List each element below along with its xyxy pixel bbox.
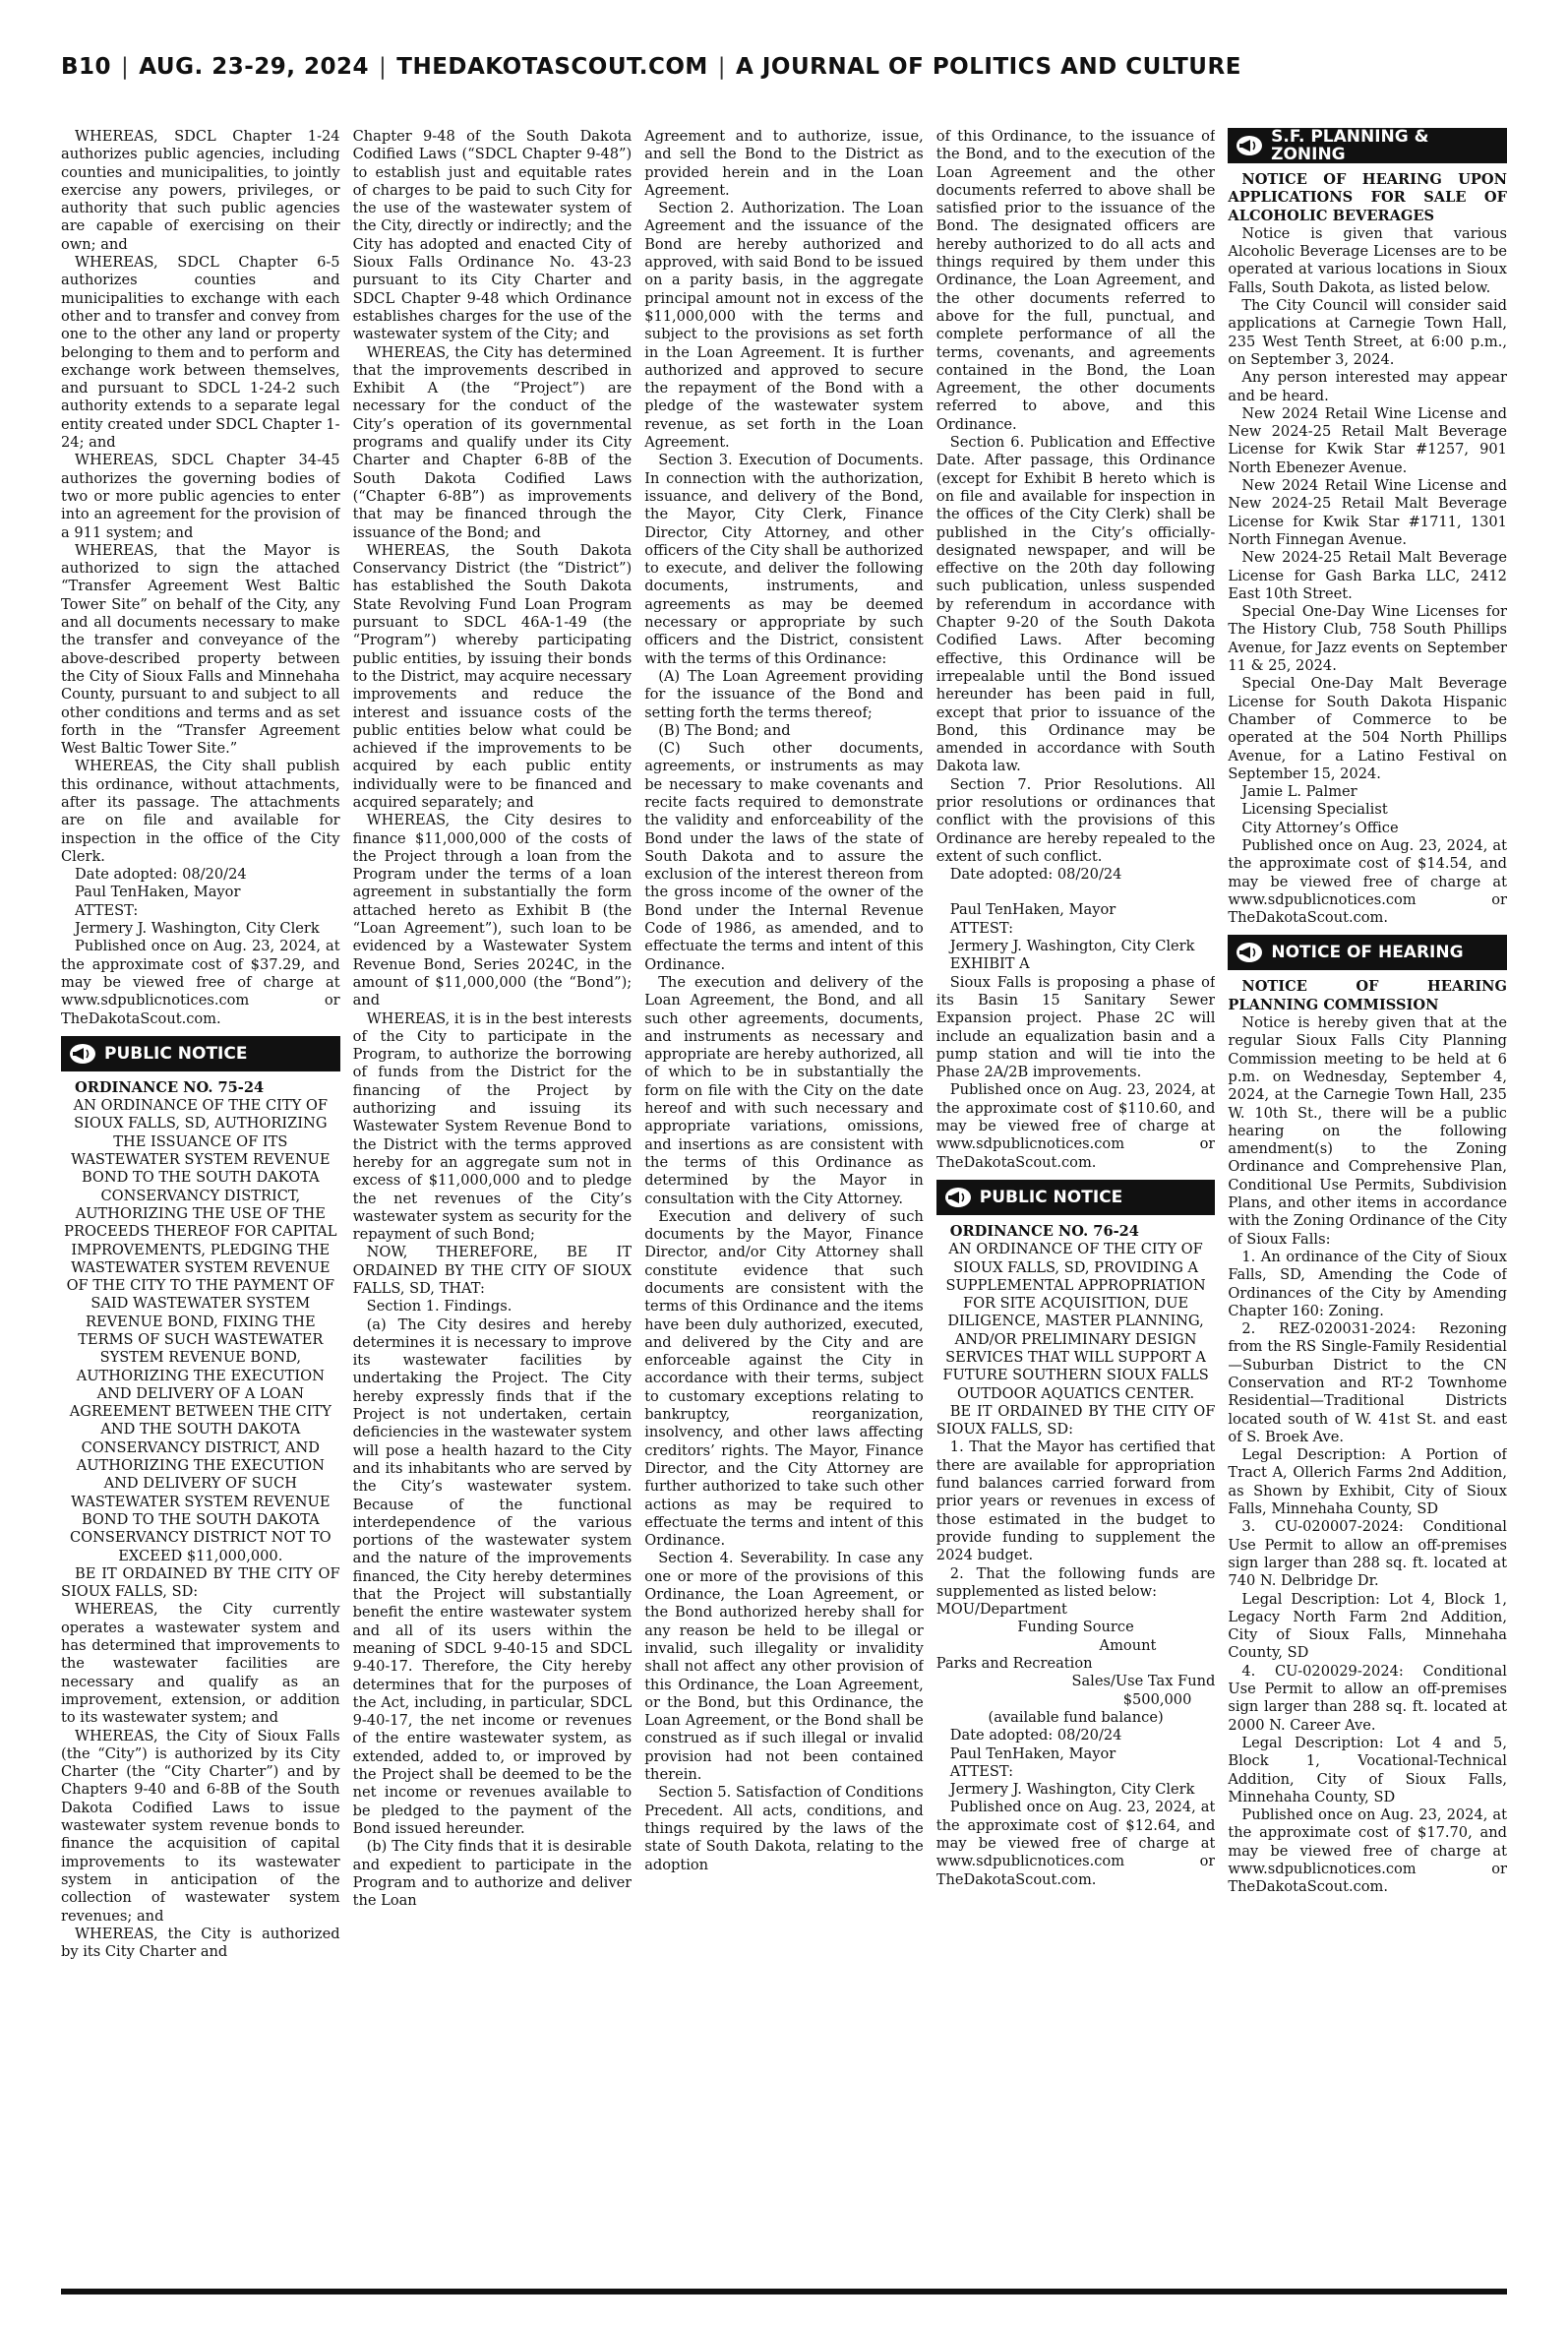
paragraph: Chapter 9-48 of the South Dakota Codified Laws (“SDCL Chapter 9-48”) to establish just and equitable rates of charges to be paid to such City for the use of the wastewater system of the City, directly or indirectly; and the City has adopted and enacted City of Sioux Falls Ordinance No. 43-23 pursuant to its City Charter and SDCL Chapter 9-48 which Ordinance establishes charges for the use of the wastewater system of the City; and: [352, 128, 633, 343]
notice-heading: NOTICE OF HEARING PLANNING COMMISSION: [1228, 978, 1507, 1013]
paragraph: BE IT ORDAINED BY THE CITY OF SIOUX FALLS, SD:: [935, 1402, 1216, 1438]
table-cell: $500,000: [1122, 1690, 1192, 1708]
paragraph: Legal Description: A Portion of Tract A, Ollerich Farms 2nd Addition, as Shown by Exhibit, City of Sioux Falls, Minnehaha County, SD: [1228, 1446, 1507, 1518]
paragraph: 4. CU-020029-2024: Conditional Use Permit to allow an off-premises sign larger than 288 sq. ft. located at 2000 N. Career Ave.: [1228, 1662, 1507, 1734]
paragraph: Date adopted: 08/20/24: [949, 866, 1122, 884]
paragraph: Published once on Aug. 23, 2024, at the approximate cost of $17.70, and may be viewed free of charge at www.sdpublicnotices.com or TheDakotaScout.com.: [1228, 1806, 1507, 1896]
column-2: [353, 128, 633, 2289]
paragraph: WHEREAS, the City currently operates a wastewater system and has determined that improvements to the wastewater facilities are necessary and qualify as an improvement, extension, or addition to its wastewater system; and: [61, 1601, 340, 1727]
paragraph: WHEREAS, the City of Sioux Falls (the “City”) is authorized by its City Charter (the “City Charter”) and by Chapters 9-40 and 6-8B of the South Dakota Codified Laws to issue wastewater system revenue bonds to finance the acquisition of capital improvements to its wastewater system in anticipation of the collection of wastewater system revenues; and: [61, 1727, 340, 1925]
paragraph: Section 3. Execution of Documents. In connection with the authorization, issuance, and delivery of the Bond, the Mayor, City Clerk, Finance Director, City Attorney, and other officers of the City shall be authorized to execute, and deliver the following documents, instruments, and agreements as may be deemed necessary or appropriate by such officers and the District, consistent with the terms of this Ordinance:: [644, 452, 924, 667]
paragraph: 1. An ordinance of the City of Sioux Falls, SD, Amending the Code of Ordinances of the City by Amending Chapter 160: Zoning.: [1228, 1248, 1507, 1319]
paragraph: New 2024 Retail Wine License and New 2024-25 Retail Malt Beverage License for Kwik Star #1711, 1301 North Finnegan Avenue.: [1228, 477, 1507, 548]
ordinance-title: AN ORDINANCE OF THE CITY OF SIOUX FALLS, SD, AUTHORIZING THE ISSUANCE OF ITS WASTEWATER SYSTEM REVENUE BOND TO THE SOUTH DAKOTA CONSERVANCY DISTRICT, AUTHORIZING THE USE OF THE PROCEEDS THEREOF FOR CAPITAL IMPROVEMENTS, PLEDGING THE WASTEWATER SYSTEM REVENUE OF THE CITY TO THE PAYMENT OF SAID WASTEWATER SYSTEM REVENUE BOND, FIXING THE TERMS OF SUCH WASTEWATER SYSTEM REVENUE BOND, AUTHORIZING THE EXECUTION AND DELIVERY OF A LOAN AGREEMENT BETWEEN THE CITY AND THE SOUTH DAKOTA CONSERVANCY DISTRICT, AND AUTHORIZING THE EXECUTION AND DELIVERY OF SUCH WASTEWATER SYSTEM REVENUE BOND TO THE SOUTH DAKOTA CONSERVANCY DISTRICT NOT TO EXCEED $11,000,000.: [64, 1097, 337, 1564]
paragraph: Jermery J. Washington, City Clerk: [949, 1781, 1195, 1799]
paragraph: (A) The Loan Agreement providing for the issuance of the Bond and setting forth the terms thereof;: [644, 667, 924, 721]
paragraph: Agreement and to authorize, issue, and sell the Bond to the District as provided herein and in the Loan Agreement.: [644, 128, 924, 199]
bottom-rule: [61, 2289, 1507, 2294]
paragraph: Section 4. Severability. In case any one or more of the provisions of this Ordinance, the Loan Agreement, or the Bond authorized hereby shall for any reason be held to be illegal or invalid, such illegality or invalidity shall not affect any other provision of this Ordinance, the Loan Agreement, or the Bond, but this Ordinance, the Loan Agreement, or the Bond shall be construed as if such illegal or invalid provision had not been contained therein.: [644, 1550, 924, 1784]
paragraph: WHEREAS, SDCL Chapter 1-24 authorizes public agencies, including counties and municipalities, to jointly exercise any powers, privileges, or authority that such public agencies are capable of exercising on their own; and: [61, 128, 340, 253]
table-cell: Parks and Recreation: [935, 1655, 1093, 1673]
paragraph: Section 5. Satisfaction of Conditions Precedent. All acts, conditions, and things required by the laws of the state of South Dakota, relating to the adoption: [644, 1784, 924, 1873]
paragraph: The City Council will consider said applications at Carnegie Town Hall, 235 West Tenth Street, at 6:00 p.m., on September 3, 2024.: [1228, 297, 1507, 368]
column-5: [1228, 128, 1507, 2289]
table-cell: Amount: [1099, 1636, 1157, 1654]
paragraph: Section 2. Authorization. The Loan Agreement and the issuance of the Bond are hereby authorized and approved, with said Bond to be issued on a parity basis, in the aggregate principal amount not in excess of the $11,000,000 with the terms and subject to the provisions as set forth in the Loan Agreement. It is further authorized and approved to secure the repayment of the Bond with a pledge of the wastewater system revenue, as set forth in the Loan Agreement.: [644, 200, 924, 452]
paragraph: Execution and delivery of such documents by the Mayor, Finance Director, and/or City Attorney shall constitute evidence that such documents are consistent with the terms of this Ordinance and the items have been duly authorized, executed, and delivered by the City and are enforceable against the City in accordance with their terms, subject to customary exceptions relating to bankruptcy, reorganization, insolvency, and other laws affecting creditors’ rights. The Mayor, Finance Director, and the City Attorney are further authorized to take such other actions as may be required to effectuate the terms and intent of this Ordinance.: [644, 1207, 924, 1550]
section-banner: [61, 1036, 340, 1071]
paragraph: Special One-Day Wine Licenses for The History Club, 758 South Phillips Avenue, for Jazz events on September 11 & 25, 2024.: [1228, 603, 1507, 675]
issue-date: AUG. 23-29, 2024: [139, 54, 370, 80]
ordinance-heading: ORDINANCE NO. 76-24: [949, 1222, 1139, 1240]
paragraph: (B) The Bond; and: [658, 721, 791, 739]
banner-label: PUBLIC NOTICE: [979, 1187, 1123, 1207]
paragraph: BE IT ORDAINED BY THE CITY OF SIOUX FALLS, SD:: [61, 1564, 340, 1601]
paragraph: 2. REZ-020031-2024: Rezoning from the RS Single-Family Residential—Suburban District to the CN Conservation and RT-2 Townhome Residential—Traditional Districts located south of W. 41st St. and east of S. Broek Ave.: [1228, 1320, 1507, 1445]
paragraph: Paul TenHaken, Mayor: [949, 1744, 1116, 1762]
site-name: THEDAKOTASCOUT.COM: [396, 54, 708, 80]
column-1: [61, 128, 340, 2289]
megaphone-icon: [1234, 132, 1265, 159]
paragraph: WHEREAS, SDCL Chapter 6-5 authorizes counties and municipalities to exchange with each other and to transfer and convey from one to the other any land or property belonging to them and to perform and exchange work between themselves, and pursuant to SDCL 1-24-2 such authority extends to a separate legal entity created under SDCL Chapter 1-24; and: [61, 254, 340, 452]
paragraph: Published once on Aug. 23, 2024, at the approximate cost of $12.64, and may be viewed free of charge at www.sdpublicnotices.com or TheDakotaScout.com.: [935, 1799, 1216, 1888]
paragraph: WHEREAS, the City is authorized by its City Charter and: [61, 1925, 340, 1961]
tagline: A JOURNAL OF POLITICS AND CULTURE: [736, 54, 1241, 80]
paragraph: Published once on Aug. 23, 2024, at the approximate cost of $110.60, and may be viewed free of charge at www.sdpublicnotices.com or TheDakotaScout.com.: [935, 1081, 1216, 1171]
paragraph: Legal Description: Lot 4, Block 1, Legacy North Farm 2nd Addition, City of Sioux Falls, Minnehaha County, SD: [1228, 1590, 1507, 1662]
paragraph: Section 7. Prior Resolutions. All prior resolutions or ordinances that conflict with the provisions of this Ordinance are hereby repealed to the extent of such conflict.: [935, 775, 1216, 865]
table-cell: (available fund balance): [988, 1708, 1164, 1726]
paragraph: Legal Description: Lot 4 and 5, Block 1, Vocational-Technical Addition, City of Sioux Falls, Minnehaha County, SD: [1228, 1734, 1507, 1805]
paragraph: The execution and delivery of the Loan Agreement, the Bond, and all such other agreements, documents, and instruments as necessary and appropriate are hereby authorized, all of which to be in substantially the form on file with the City on the date hereof and with such necessary and appropriate variations, omissions, and insertions as are consistent with the terms of this Ordinance as determined by the Mayor in consultation with the City Attorney.: [644, 973, 924, 1207]
banner-label: PUBLIC NOTICE: [104, 1043, 248, 1064]
paragraph: Date adopted: 08/20/24: [949, 1727, 1122, 1744]
paragraph: of this Ordinance, to the issuance of the Bond, and to the execution of the Loan Agreement and the other documents referred to above shall be satisfied prior to the issuance of the Bond. The designated officers are hereby authorized to do all acts and things required by them under this Ordinance, the Loan Agreement, and the other documents referred to above for the full, punctual, and complete performance of all the terms, covenants, and agreements contained in the Bond, the Loan Agreement, the other documents referred to above, and this Ordinance.: [935, 128, 1216, 433]
banner-label: NOTICE OF HEARING: [1271, 943, 1464, 963]
paragraph: ATTEST:: [949, 1762, 1014, 1780]
paragraph: New 2024 Retail Wine License and New 2024-25 Retail Malt Beverage License for Kwik Star #1257, 901 North Ebenezer Avenue.: [1228, 404, 1507, 476]
column-4: [936, 128, 1216, 2289]
paragraph: Sioux Falls is proposing a phase of its Basin 15 Sanitary Sewer Expansion project. Phase 2C will include an equalization basin and a pump station and will tie into the Phase 2A/2B improvements.: [935, 973, 1216, 1081]
column-3: [644, 128, 924, 2289]
paragraph: Jermery J. Washington, City Clerk: [949, 938, 1195, 955]
paragraph: WHEREAS, the South Dakota Conservancy District (the “District”) has established the South Dakota State Revolving Fund Loan Program pursuant to SDCL 46A-1-49 (the “Program”) whereby participating public entities, by issuing their bonds to the District, may acquire necessary improvements and reduce the interest and issuance costs of the public entities below what could be achieved if the improvements to be acquired by each public entity individually were to be financed and acquired separately; and: [352, 541, 633, 811]
table-cell: Sales/Use Tax Fund: [1071, 1673, 1216, 1690]
paragraph: 3. CU-020007-2024: Conditional Use Permit to allow an off-premises sign larger than 288 sq. ft. located at 740 N. Delbridge Dr.: [1228, 1518, 1507, 1590]
megaphone-icon: [942, 1184, 974, 1211]
paragraph: Published once on Aug. 23, 2024, at the approximate cost of $37.29, and may be viewed free of charge at www.sdpublicnotices.com or TheDakotaScout.com.: [61, 938, 340, 1027]
paragraph: WHEREAS, the City has determined that the improvements described in Exhibit A (the “Project”) are necessary for the conduct of the City’s operation of its governmental programs and qualify under its City Charter and Chapter 6-8B of the South Dakota Codified Laws (“Chapter 6-8B”) as improvements that may be financed through the issuance of the Bond; and: [352, 343, 633, 541]
megaphone-icon: [67, 1040, 98, 1068]
megaphone-icon: [1234, 939, 1265, 966]
section-banner: [1228, 128, 1507, 163]
section-banner: [1228, 935, 1507, 970]
paragraph: EXHIBIT A: [949, 955, 1030, 973]
paragraph: Published once on Aug. 23, 2024, at the approximate cost of $14.54, and may be viewed free of charge at www.sdpublicnotices.com or TheDakotaScout.com.: [1228, 836, 1507, 927]
paragraph: Licensing Specialist: [1241, 801, 1388, 819]
paragraph: Section 6. Publication and Effective Date. After passage, this Ordinance (except for Exhibit B hereto which is on file and available for inspection in the offices of the City Clerk) shall be published in the City’s officially-designated newspaper, and will be effective on the 20th day following such publication, unless suspended by referendum in accordance with Chapter 9-20 of the South Dakota Codified Laws. After becoming effective, this Ordinance will be irrepealable until the Bond issued hereunder has been paid in full, except that prior to issuance of the Bond, this Ordinance may be amended in accordance with South Dakota law.: [935, 434, 1216, 775]
paragraph: Jermery J. Washington, City Clerk: [75, 920, 320, 938]
paragraph: Special One-Day Malt Beverage License for South Dakota Hispanic Chamber of Commerce to be operated at the 504 North Phillips Avenue, for a Latino Festival on September 15, 2024.: [1228, 675, 1507, 782]
ordinance-heading: ORDINANCE NO. 75-24: [75, 1078, 265, 1096]
paragraph: Notice is hereby given that at the regular Sioux Falls City Planning Commission meeting to be held at 6 p.m. on Wednesday, September 4, 2024, at the Carnegie Town Hall, 235 W. 10th St., there will be a public hearing on the following amendment(s) to the Zoning Ordinance and Comprehensive Plan, Conditional Use Permits, Subdivision Plans, and other items in accordance with the Zoning Ordinance of the City of Sioux Falls:: [1228, 1014, 1507, 1248]
paragraph: 1. That the Mayor has certified that there are available for appropriation fund balances carried forward from prior years or revenues in excess of those estimated in the budget to provide funding to supplement the 2024 budget.: [935, 1438, 1216, 1564]
notice-heading: NOTICE OF HEARING UPON APPLICATIONS FOR SALE OF ALCOHOLIC BEVERAGES: [1228, 171, 1507, 224]
notice-columns: [61, 128, 1507, 2289]
paragraph: ATTEST:: [949, 919, 1014, 937]
page-header: B10 | AUG. 23-29, 2024 | THEDAKOTASCOUT.COM | A JOURNAL OF POLITICS AND CULTURE: [61, 54, 1241, 80]
paragraph: WHEREAS, it is in the best interests of the City to participate in the Program, to authorize the borrowing of funds from the District for the financing of the Project by authorizing and issuing its Wastewater System Revenue Bond to the District with the terms approved hereby for an aggregate sum not in excess of $11,000,000 and to pledge the net revenues of the City’s wastewater system as security for the repayment of such Bond;: [352, 1010, 633, 1244]
paragraph: Jamie L. Palmer: [1241, 783, 1357, 801]
section-banner: [936, 1180, 1216, 1215]
table-cell: Funding Source: [1017, 1619, 1134, 1636]
ordinance-title: AN ORDINANCE OF THE CITY OF SIOUX FALLS, SD, PROVIDING A SUPPLEMENTAL APPROPRIATION FOR SITE ACQUISITION, DUE DILIGENCE, MASTER PLANNING, AND/OR PRELIMINARY DESIGN SERVICES THAT WILL SUPPORT A FUTURE SOUTHERN SIOUX FALLS OUTDOOR AQUATICS CENTER.: [942, 1241, 1209, 1402]
page-number: B10: [61, 54, 112, 80]
paragraph: NOW, THEREFORE, BE IT ORDAINED BY THE CITY OF SIOUX FALLS, SD, THAT:: [352, 1244, 633, 1297]
table-cell: MOU/Department: [935, 1601, 1067, 1619]
banner-label: S.F. PLANNING & ZONING: [1271, 128, 1429, 164]
paragraph: Paul TenHaken, Mayor: [949, 901, 1116, 919]
paragraph: (b) The City finds that it is desirable and expedient to participate in the Program and to authorize and deliver the Loan: [352, 1838, 633, 1910]
paragraph: (a) The City desires and hereby determines it is necessary to improve its wastewater facilities by undertaking the Project. The City hereby expressly finds that if the Project is not undertaken, certain deficiencies in the wastewater system will pose a health hazard to the City and its inhabitants who are served by the City’s wastewater system. Because of the functional interdependence of the various portions of the wastewater system and the nature of the improvements financed, the City hereby determines that the Project will substantially benefit the entire wastewater system and all of its users within the meaning of SDCL 9-40-15 and SDCL 9-40-17. Therefore, the City hereby determines that for the purposes of the Act, including, in particular, SDCL 9-40-17, the net income or revenues of the entire wastewater system, as extended, added to, or improved by the Project shall be deemed to be the net income or revenues available to be pledged to the payment of the Bond issued hereunder.: [352, 1315, 633, 1837]
paragraph: WHEREAS, SDCL Chapter 34-45 authorizes the governing bodies of two or more public agencies to enter into an agreement for the provision of a 911 system; and: [61, 452, 340, 541]
paragraph: Date adopted: 08/20/24: [75, 866, 247, 884]
paragraph: Notice is given that various Alcoholic Beverage Licenses are to be operated at various locations in Sioux Falls, South Dakota, as listed below.: [1228, 224, 1507, 296]
paragraph: WHEREAS, the City desires to finance $11,000,000 of the costs of the Project through a loan from the Program under the terms of a loan agreement in substantially the form attached hereto as Exhibit B (the “Loan Agreement”), such loan to be evidenced by a Wastewater System Revenue Bond, Series 2024C, in the amount of $11,000,000 (the “Bond”); and: [352, 812, 633, 1010]
paragraph: (C) Such other documents, agreements, or instruments as may be necessary to make covenants and recite facts required to demonstrate the validity and enforceability of the Bond under the laws of the state of South Dakota and to assure the exclusion of the interest thereon from the gross income of the owner of the Bond under the Internal Revenue Code of 1986, as amended, and to effectuate the terms and intent of this Ordinance.: [644, 740, 924, 973]
paragraph: New 2024-25 Retail Malt Beverage License for Gash Barka LLC, 2412 East 10th Street.: [1228, 549, 1507, 602]
paragraph: ATTEST:: [75, 901, 139, 919]
paragraph: Any person interested may appear and be heard.: [1228, 369, 1507, 404]
paragraph: WHEREAS, that the Mayor is authorized to sign the attached “Transfer Agreement West Baltic Tower Site” on behalf of the City, any and all documents necessary to make the transfer and conveyance of the above-described property between the City of Sioux Falls and Minnehaha County, pursuant to and subject to all other conditions and terms and as set forth in the “Transfer Agreement West Baltic Tower Site.”: [61, 541, 340, 758]
paragraph: 2. That the following funds are supplemented as listed below:: [935, 1564, 1216, 1600]
paragraph: Paul TenHaken, Mayor: [75, 884, 241, 901]
paragraph: City Attorney’s Office: [1241, 819, 1399, 836]
paragraph: WHEREAS, the City shall publish this ordinance, without attachments, after its passage. The attachments are on file and available for inspection in the office of the City Clerk.: [61, 758, 340, 865]
paragraph: Section 1. Findings.: [366, 1298, 513, 1315]
